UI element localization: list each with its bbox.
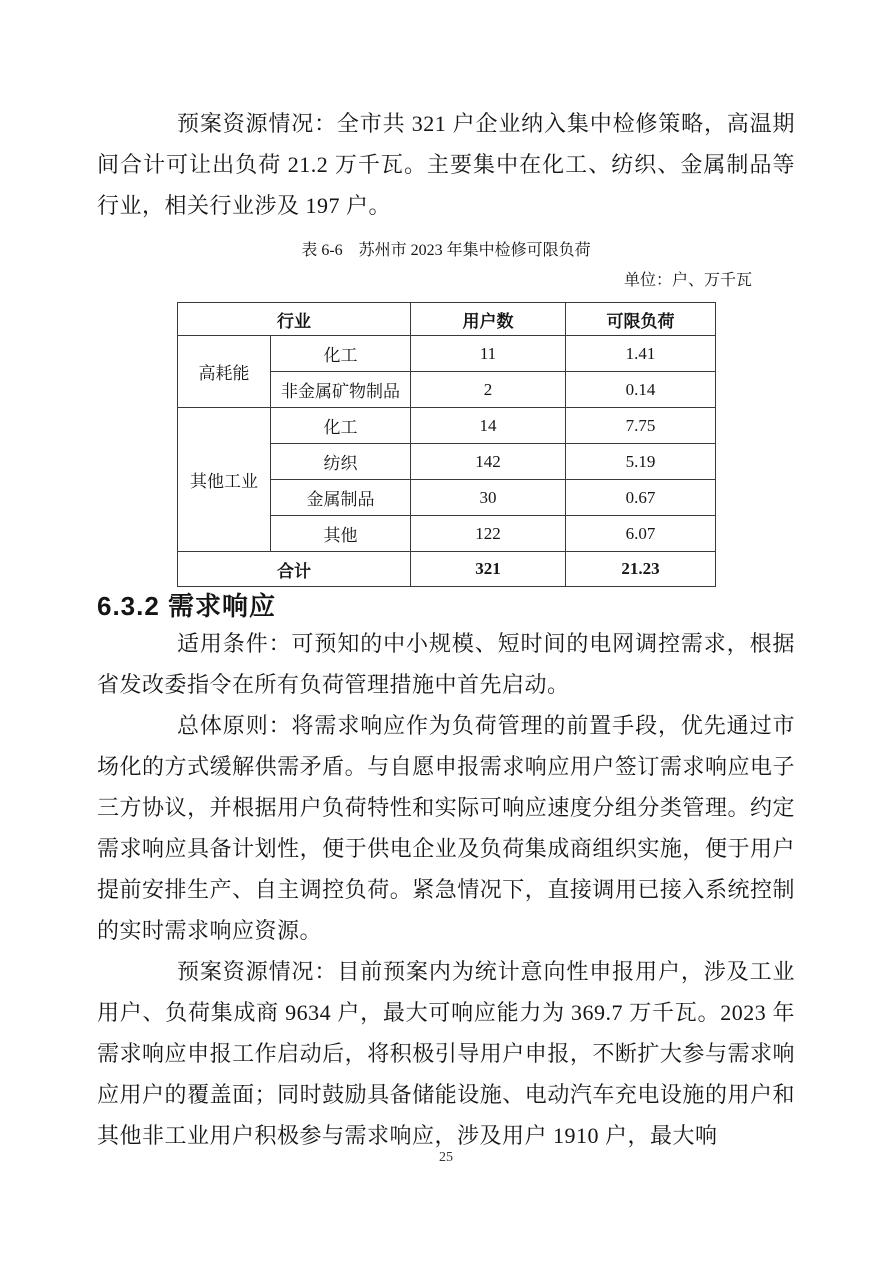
- table-caption: 表 6-6 苏州市 2023 年集中检修可限负荷: [301, 242, 591, 259]
- cell-industry: 化工: [271, 336, 411, 372]
- cell-users: 122: [411, 516, 566, 552]
- cell-load: 0.14: [566, 372, 716, 408]
- paragraph-general-principles: 总体原则：将需求响应作为负荷管理的前置手段，优先通过市场化的方式缓解供需矛盾。与自愿申报需求响应用户签订需求响应电子三方协议，并根据用户负荷特性和实际可响应速度分组分类管理。约定需求响应具备计划性，便于供电企业及负荷集成商组织实施，便于用户提前安排生产、自主调控负荷。紧急情况下，直接调用已接入系统控制的实时需求响应资源。: [97, 713, 795, 943]
- cell-load: 5.19: [566, 444, 716, 480]
- cell-users: 11: [411, 336, 566, 372]
- cell-users: 14: [411, 408, 566, 444]
- paragraph-dr-resource-overview: 预案资源情况：目前预案内为统计意向性申报用户，涉及工业用户、负荷集成商 9634 户，最大可响应能力为 369.7 万千瓦。2023 年需求响应申报工作启动后，将积极引导用户申报，不断扩大参与需求响应用户的覆盖面；同时鼓励具备储能设施、电动汽车充电设施的用户和其他非工业用户积极参与需求响应，涉及用户 1910 户，最大响: [97, 959, 795, 1148]
- cell-users: 2: [411, 372, 566, 408]
- cell-industry: 金属制品: [271, 480, 411, 516]
- cell-industry: 非金属矿物制品: [271, 372, 411, 408]
- section-heading: 6.3.2 需求响应: [97, 591, 277, 621]
- paragraph-reserve-overview: 预案资源情况：全市共 321 户企业纳入集中检修策略，高温期间合计可让出负荷 21.2 万千瓦。主要集中在化工、纺织、金属制品等行业，相关行业涉及 197 户。: [97, 111, 795, 218]
- cell-users: 142: [411, 444, 566, 480]
- col-header-industry: 行业: [178, 303, 411, 336]
- table-total-row: [178, 552, 716, 587]
- cell-load: 7.75: [566, 408, 716, 444]
- total-load: 21.23: [566, 552, 716, 587]
- cell-load: 6.07: [566, 516, 716, 552]
- page-number: 25: [439, 1150, 453, 1165]
- cell-load: 1.41: [566, 336, 716, 372]
- cell-load: 0.67: [566, 480, 716, 516]
- table-header-row: [178, 303, 716, 336]
- group-label-high-energy: 高耗能: [178, 336, 271, 408]
- cell-industry: 纺织: [271, 444, 411, 480]
- paragraph-applicable-conditions: 适用条件：可预知的中小规模、短时间的电网调控需求，根据省发改委指令在所有负荷管理措施中首先启动。: [97, 631, 795, 697]
- total-label: 合计: [178, 552, 411, 587]
- col-header-load: 可限负荷: [566, 303, 716, 336]
- table-row: [178, 408, 716, 444]
- col-header-users: 用户数: [411, 303, 566, 336]
- cell-users: 30: [411, 480, 566, 516]
- cell-industry: 化工: [271, 408, 411, 444]
- total-users: 321: [411, 552, 566, 587]
- group-label-other-industry: 其他工业: [178, 408, 271, 552]
- cell-industry: 其他: [271, 516, 411, 552]
- load-limit-table: [177, 302, 716, 587]
- table-unit-note: 单位：户、万千瓦: [623, 272, 752, 289]
- table-row: [178, 336, 716, 372]
